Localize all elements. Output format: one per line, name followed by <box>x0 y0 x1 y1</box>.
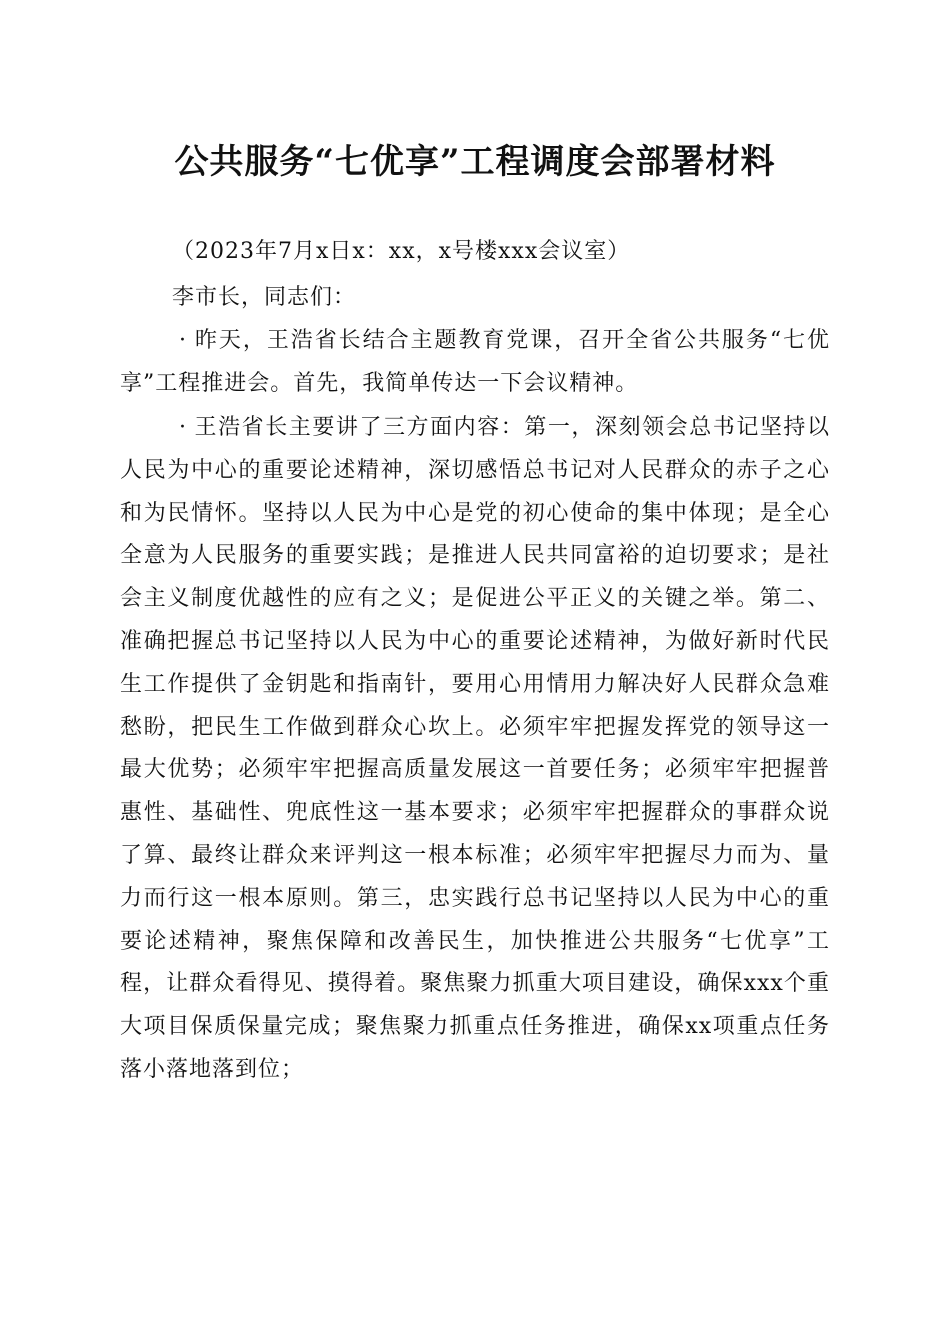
document-title: 公共服务“七优享”工程调度会部署材料 <box>174 142 776 182</box>
bullet-icon: · <box>179 415 187 440</box>
paragraph-text: 昨天，王浩省长结合主题教育党课，召开全省公共服务“七优享”工程推进会。首先，我简单传达一下会议精神。 <box>120 328 830 396</box>
paragraph-text: 王浩省长主要讲了三方面内容：第一，深刻领会总书记坚持以人民为中心的重要论述精神，深切感悟总书记对人民群众的赤子之心和为民情怀。坚持以人民为中心是党的初心使命的集中体现；是全心全意为人民服务的重要实践；是推进人民共同富裕的迫切要求；是社会主义制度优越性的应有之义；是促进公平正义的关键之举。第二、准确把握总书记坚持以人民为中心的重要论述精神，为做好新时代民生工作提供了金钥匙和指南针，要用心用情用力解决好人民群众急难愁盼，把民生工作做到群众心坎上。必须牢牢把握发挥党的领导这一最大优势；必须牢牢把握高质量发展这一首要任务；必须牢牢把握普惠性、基础性、兜底性这一基本要求；必须牢牢把握群众的事群众说了算、最终让群众来评判这一根本标准；必须牢牢把握尽力而为、量力而行这一根本原则。第三，忠实践行总书记坚持以人民为中心的重要论述精神，聚焦保障和改善民生，加快推进公共服务“七优享”工程，让群众看得见、摸得着。聚焦聚力抓重大项目建设，确保xxx个重大项目保质保量完成；聚焦聚力抓重点任务推进，确保xx项重点任务落小落地落到位； <box>120 415 830 1082</box>
paragraph <box>120 320 830 406</box>
meeting-time-location: （2023年7月x日x：xx，x号楼xxx会议室） <box>172 239 631 264</box>
paragraph <box>120 407 830 1092</box>
salutation: 李市长，同志们： <box>172 285 357 310</box>
bullet-icon: · <box>179 328 187 353</box>
